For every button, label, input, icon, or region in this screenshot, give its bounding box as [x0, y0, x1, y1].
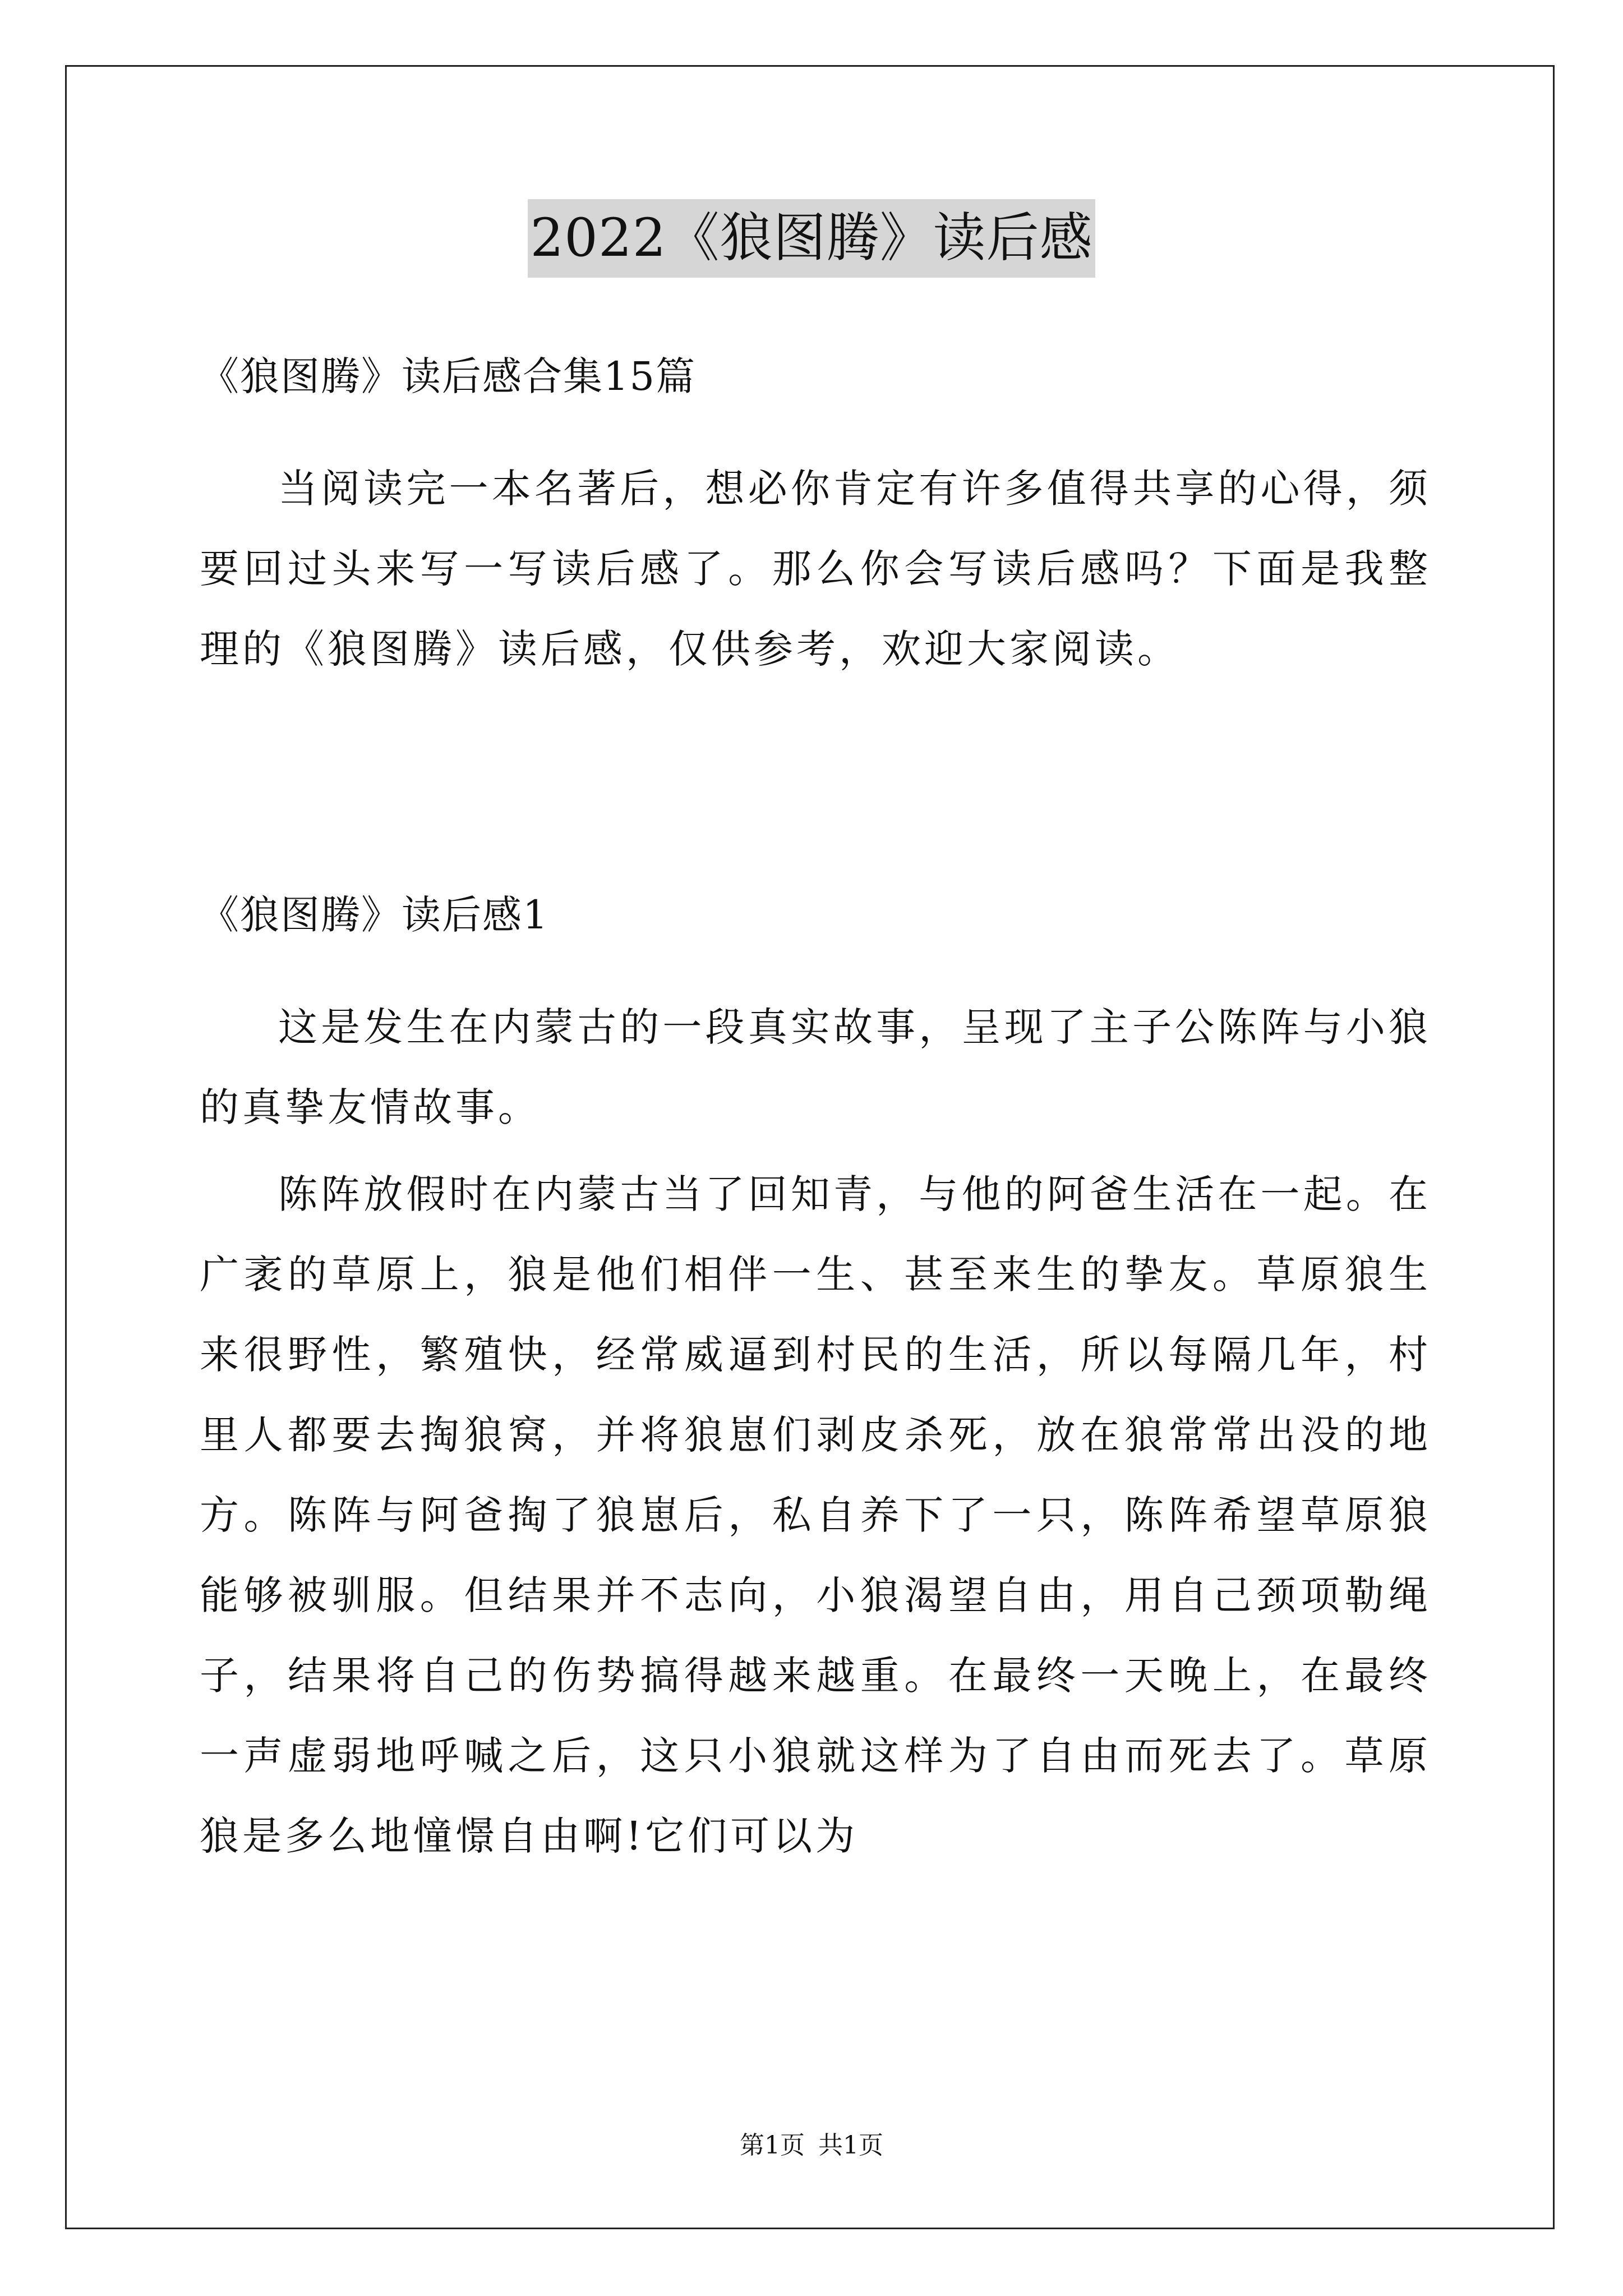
subtitle-block — [200, 337, 1431, 417]
document-title: 2022《狼图腾》读后感 — [528, 199, 1095, 278]
section-body — [200, 987, 1431, 1876]
section-heading-block — [200, 875, 1431, 955]
intro-paragraph: 当阅读完一本名著后，想必你肯定有许多值得共享的心得，须要回过头来写一写读后感了。那么你会写读后感吗？下面是我整理的《狼图腾》读后感，仅供参考，欢迎大家阅读。 — [200, 466, 1431, 672]
title-container — [0, 199, 1623, 278]
intro-block — [200, 449, 1431, 689]
section-heading: 《狼图腾》读后感1 — [200, 892, 549, 938]
body-paragraph-1: 这是发生在内蒙古的一段真实故事，呈现了主子公陈阵与小狼的真挚友情故事。 — [200, 1004, 1431, 1130]
body-paragraph-2: 陈阵放假时在内蒙古当了回知青，与他的阿爸生活在一起。在广袤的草原上，狼是他们相伴一生、甚至来生的挚友。草原狼生来很野性，繁殖快，经常威逼到村民的生活，所以每隔几年，村里人都要去掏狼窝，并将狼崽们剥皮杀死，放在狼常常出没的地方。陈阵与阿爸掏了狼崽后，私自养下了一只，陈阵希望草原狼能够被驯服。但结果并不志向，小狼渴望自由，用自己颈项勒绳子，结果将自己的伤势搞得越来越重。在最终一天晚上，在最终一声虚弱地呼喊之后，这只小狼就这样为了自由而死去了。草原狼是多么地憧憬自由啊!它们可以为 — [200, 1171, 1431, 1859]
page-footer: 第1页 共1页 — [740, 2131, 883, 2160]
document-subtitle: 《狼图腾》读后感合集15篇 — [200, 353, 697, 399]
